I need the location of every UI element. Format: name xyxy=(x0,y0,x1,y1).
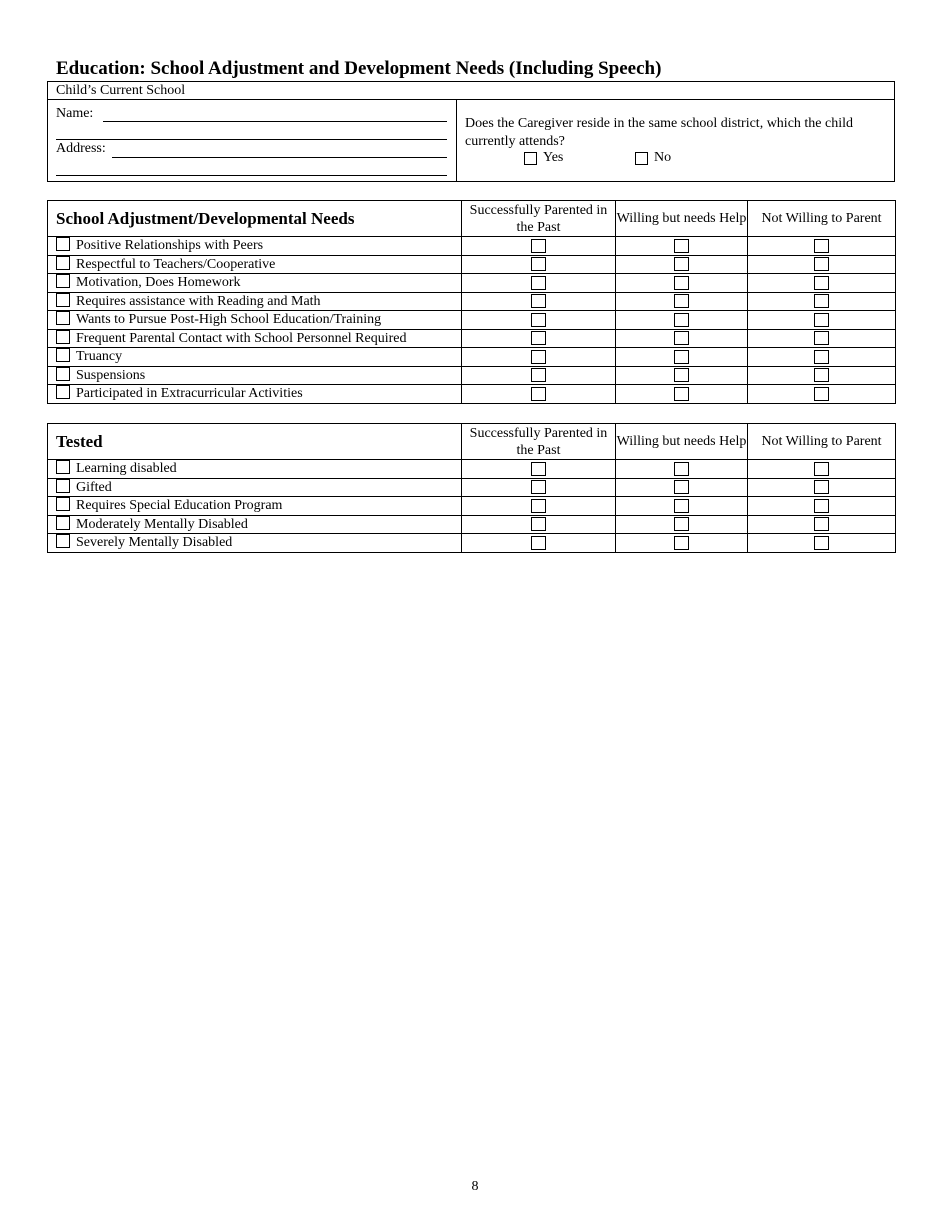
no-checkbox[interactable] xyxy=(635,152,648,165)
successfully-parented-checkbox[interactable] xyxy=(531,294,546,308)
rating-cell-not-willing xyxy=(748,460,896,479)
rating-cell-not-willing xyxy=(748,515,896,534)
successfully-parented-checkbox[interactable] xyxy=(531,368,546,382)
table-row xyxy=(48,534,896,553)
table-row xyxy=(48,460,896,479)
address-field-line-2[interactable] xyxy=(56,175,447,176)
willing-needs-help-checkbox[interactable] xyxy=(674,331,689,345)
name-label: Name: xyxy=(56,106,94,121)
rating-cell-willing-needs-help xyxy=(616,255,748,274)
willing-needs-help-checkbox[interactable] xyxy=(674,480,689,494)
item-checkbox[interactable] xyxy=(56,516,70,530)
table-row xyxy=(48,348,896,367)
current-school-header-label: Child’s Current School xyxy=(56,83,186,98)
rating-cell-not-willing xyxy=(748,366,896,385)
name-field[interactable] xyxy=(103,121,447,122)
successfully-parented-checkbox[interactable] xyxy=(531,331,546,345)
willing-needs-help-checkbox[interactable] xyxy=(674,368,689,382)
current-school-header xyxy=(48,82,894,100)
successfully-parented-checkbox[interactable] xyxy=(531,257,546,271)
item-checkbox[interactable] xyxy=(56,274,70,288)
rating-cell-not-willing xyxy=(748,255,896,274)
name-field-line-2[interactable] xyxy=(56,139,447,140)
not-willing-checkbox[interactable] xyxy=(814,294,829,308)
item-checkbox[interactable] xyxy=(56,330,70,344)
rating-cell-not-willing xyxy=(748,385,896,404)
table-row xyxy=(48,478,896,497)
table-row xyxy=(48,237,896,256)
not-willing-checkbox[interactable] xyxy=(814,480,829,494)
col-willing-needs-help: Willing but needs Help xyxy=(616,201,748,237)
address-field[interactable] xyxy=(112,157,447,158)
rating-cell-successfully-parented xyxy=(462,497,616,516)
tested-table xyxy=(47,423,896,553)
not-willing-checkbox[interactable] xyxy=(814,536,829,550)
rating-cell-not-willing xyxy=(748,348,896,367)
table-row xyxy=(48,311,896,330)
successfully-parented-checkbox[interactable] xyxy=(531,480,546,494)
rating-cell-successfully-parented xyxy=(462,515,616,534)
not-willing-checkbox[interactable] xyxy=(814,239,829,253)
willing-needs-help-checkbox[interactable] xyxy=(674,499,689,513)
item-label: Respectful to Teachers/Cooperative xyxy=(76,256,276,272)
table-row xyxy=(48,255,896,274)
rating-cell-successfully-parented xyxy=(462,460,616,479)
rating-cell-willing-needs-help xyxy=(616,329,748,348)
item-label: Learning disabled xyxy=(76,461,177,477)
item-checkbox[interactable] xyxy=(56,534,70,548)
rating-cell-willing-needs-help xyxy=(616,348,748,367)
rating-cell-successfully-parented xyxy=(462,385,616,404)
willing-needs-help-checkbox[interactable] xyxy=(674,257,689,271)
col-successfully-parented: Successfully Parented in the Past xyxy=(462,424,616,460)
table-row xyxy=(48,497,896,516)
yes-label: Yes xyxy=(543,150,564,165)
item-cell xyxy=(48,311,462,330)
item-checkbox[interactable] xyxy=(56,348,70,362)
willing-needs-help-checkbox[interactable] xyxy=(674,536,689,550)
item-checkbox[interactable] xyxy=(56,293,70,307)
rating-cell-successfully-parented xyxy=(462,534,616,553)
successfully-parented-checkbox[interactable] xyxy=(531,387,546,401)
item-checkbox[interactable] xyxy=(56,367,70,381)
item-cell xyxy=(48,385,462,404)
rating-cell-successfully-parented xyxy=(462,255,616,274)
item-cell xyxy=(48,274,462,293)
successfully-parented-checkbox[interactable] xyxy=(531,499,546,513)
item-cell xyxy=(48,497,462,516)
rating-cell-willing-needs-help xyxy=(616,237,748,256)
item-cell xyxy=(48,329,462,348)
rating-cell-not-willing xyxy=(748,329,896,348)
table-row xyxy=(48,274,896,293)
item-label: Motivation, Does Homework xyxy=(76,275,241,291)
page-number: 8 xyxy=(471,1179,479,1194)
willing-needs-help-checkbox[interactable] xyxy=(674,350,689,364)
rating-cell-willing-needs-help xyxy=(616,534,748,553)
not-willing-checkbox[interactable] xyxy=(814,387,829,401)
col-successfully-parented: Successfully Parented in the Past xyxy=(462,201,616,237)
school-adjustment-heading: School Adjustment/Developmental Needs xyxy=(48,201,462,237)
rating-cell-not-willing xyxy=(748,311,896,330)
rating-cell-not-willing xyxy=(748,478,896,497)
item-cell xyxy=(48,255,462,274)
willing-needs-help-checkbox[interactable] xyxy=(674,276,689,290)
page-title: Education: School Adjustment and Development Needs (Including Speech) xyxy=(56,58,662,79)
rating-cell-willing-needs-help xyxy=(616,497,748,516)
rating-cell-successfully-parented xyxy=(462,311,616,330)
item-checkbox[interactable] xyxy=(56,256,70,270)
successfully-parented-checkbox[interactable] xyxy=(531,462,546,476)
school-box-divider xyxy=(456,100,457,181)
tested-heading: Tested xyxy=(48,424,462,460)
item-cell xyxy=(48,460,462,479)
rating-cell-willing-needs-help xyxy=(616,515,748,534)
rating-cell-not-willing xyxy=(748,534,896,553)
not-willing-checkbox[interactable] xyxy=(814,462,829,476)
rating-cell-willing-needs-help xyxy=(616,366,748,385)
item-checkbox[interactable] xyxy=(56,385,70,399)
item-checkbox[interactable] xyxy=(56,479,70,493)
successfully-parented-checkbox[interactable] xyxy=(531,276,546,290)
item-checkbox[interactable] xyxy=(56,311,70,325)
not-willing-checkbox[interactable] xyxy=(814,350,829,364)
item-label: Severely Mentally Disabled xyxy=(76,535,233,551)
successfully-parented-checkbox[interactable] xyxy=(531,350,546,364)
rating-cell-not-willing xyxy=(748,292,896,311)
table-row xyxy=(48,515,896,534)
successfully-parented-checkbox[interactable] xyxy=(531,239,546,253)
current-school-box xyxy=(47,81,895,182)
willing-needs-help-checkbox[interactable] xyxy=(674,239,689,253)
not-willing-checkbox[interactable] xyxy=(814,276,829,290)
not-willing-checkbox[interactable] xyxy=(814,368,829,382)
rating-cell-successfully-parented xyxy=(462,237,616,256)
willing-needs-help-checkbox[interactable] xyxy=(674,313,689,327)
willing-needs-help-checkbox[interactable] xyxy=(674,387,689,401)
successfully-parented-checkbox[interactable] xyxy=(531,536,546,550)
not-willing-checkbox[interactable] xyxy=(814,331,829,345)
no-label: No xyxy=(654,150,672,165)
not-willing-checkbox[interactable] xyxy=(814,517,829,531)
item-cell xyxy=(48,237,462,256)
item-cell xyxy=(48,366,462,385)
item-checkbox[interactable] xyxy=(56,497,70,511)
successfully-parented-checkbox[interactable] xyxy=(531,517,546,531)
item-cell xyxy=(48,534,462,553)
rating-cell-willing-needs-help xyxy=(616,292,748,311)
item-label: Requires assistance with Reading and Math xyxy=(76,293,321,309)
not-willing-checkbox[interactable] xyxy=(814,499,829,513)
yes-checkbox[interactable] xyxy=(524,152,537,165)
rating-cell-not-willing xyxy=(748,237,896,256)
rating-cell-willing-needs-help xyxy=(616,478,748,497)
item-label: Requires Special Education Program xyxy=(76,498,283,514)
item-label: Positive Relationships with Peers xyxy=(76,238,264,254)
rating-cell-successfully-parented xyxy=(462,274,616,293)
table-row xyxy=(48,385,896,404)
rating-cell-not-willing xyxy=(748,274,896,293)
item-label: Frequent Parental Contact with School Personnel Required xyxy=(76,330,407,346)
item-checkbox[interactable] xyxy=(56,460,70,474)
rating-cell-successfully-parented xyxy=(462,292,616,311)
item-label: Gifted xyxy=(76,479,112,495)
rating-cell-willing-needs-help xyxy=(616,274,748,293)
address-label: Address: xyxy=(56,141,106,156)
rating-cell-willing-needs-help xyxy=(616,460,748,479)
item-cell xyxy=(48,348,462,367)
item-checkbox[interactable] xyxy=(56,237,70,251)
table-row xyxy=(48,292,896,311)
item-label: Wants to Pursue Post-High School Education/Training xyxy=(76,312,382,328)
col-not-willing: Not Willing to Parent xyxy=(748,424,896,460)
rating-cell-willing-needs-help xyxy=(616,311,748,330)
col-not-willing: Not Willing to Parent xyxy=(748,201,896,237)
willing-needs-help-checkbox[interactable] xyxy=(674,294,689,308)
rating-cell-not-willing xyxy=(748,497,896,516)
item-cell xyxy=(48,515,462,534)
rating-cell-successfully-parented xyxy=(462,348,616,367)
table-row xyxy=(48,329,896,348)
item-label: Participated in Extracurricular Activities xyxy=(76,386,303,402)
rating-cell-successfully-parented xyxy=(462,478,616,497)
willing-needs-help-checkbox[interactable] xyxy=(674,517,689,531)
rating-cell-willing-needs-help xyxy=(616,385,748,404)
not-willing-checkbox[interactable] xyxy=(814,257,829,271)
item-label: Suspensions xyxy=(76,367,146,383)
rating-cell-successfully-parented xyxy=(462,329,616,348)
same-district-question: Does the Caregiver reside in the same school district, which the child currently attends? xyxy=(465,116,854,149)
item-label: Moderately Mentally Disabled xyxy=(76,516,248,532)
successfully-parented-checkbox[interactable] xyxy=(531,313,546,327)
item-cell xyxy=(48,478,462,497)
willing-needs-help-checkbox[interactable] xyxy=(674,462,689,476)
table-row xyxy=(48,366,896,385)
rating-cell-successfully-parented xyxy=(462,366,616,385)
school-adjustment-table xyxy=(47,200,896,404)
not-willing-checkbox[interactable] xyxy=(814,313,829,327)
item-cell xyxy=(48,292,462,311)
col-willing-needs-help: Willing but needs Help xyxy=(616,424,748,460)
item-label: Truancy xyxy=(76,349,123,365)
